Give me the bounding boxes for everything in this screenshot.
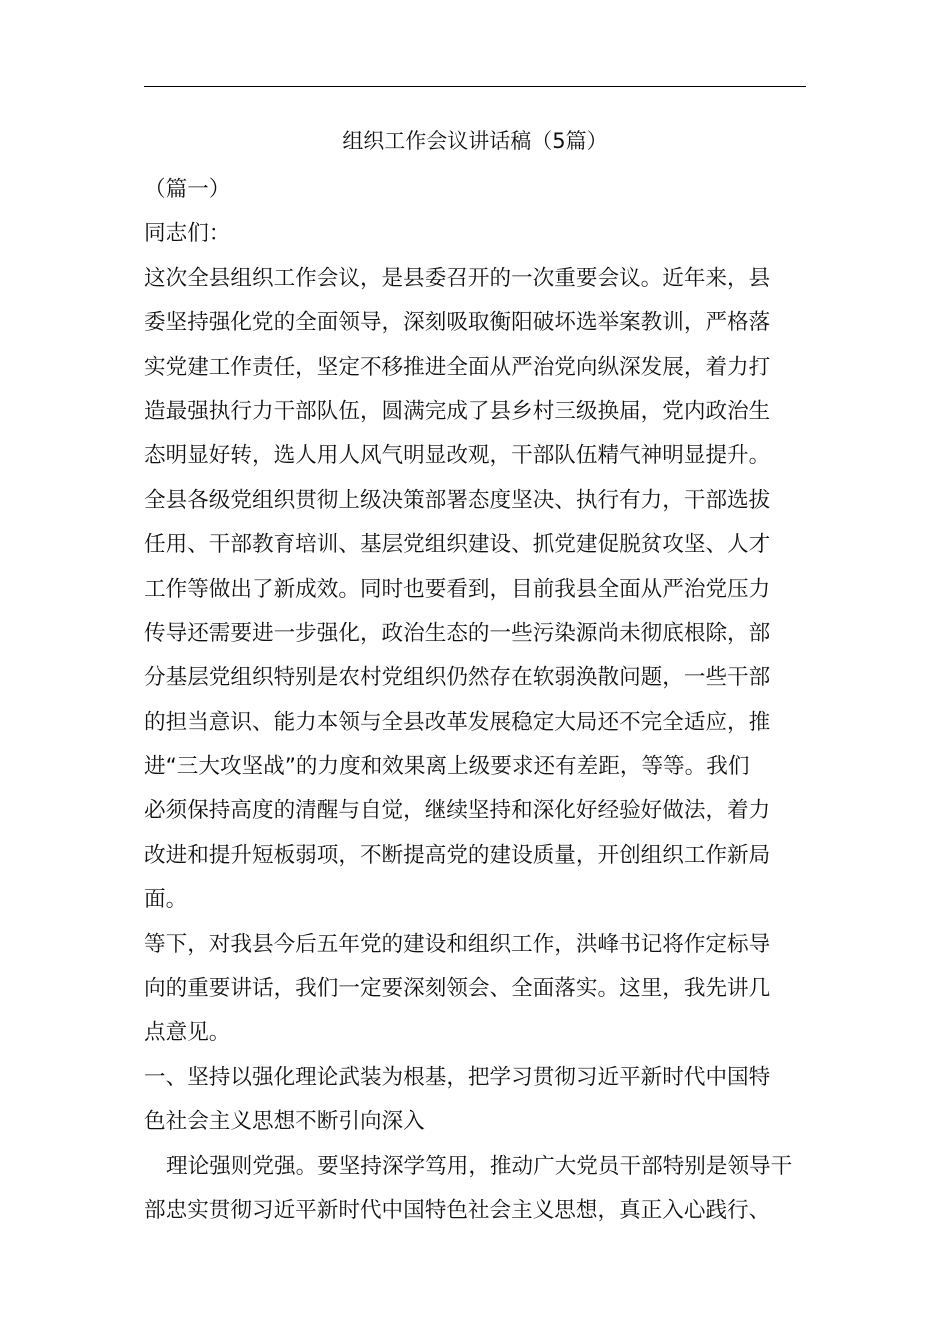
document-body bbox=[144, 168, 806, 1233]
document-title: 组织工作会议讲话稿（5篇） bbox=[342, 129, 608, 153]
salutation: 同志们： bbox=[144, 221, 231, 247]
text-line: 等下，对我县今后五年党的建设和组织工作，洪峰书记将作定标导 bbox=[144, 931, 771, 957]
paragraph-2 bbox=[144, 923, 806, 1056]
text-line: 全县各级党组织贯彻上级决策部署态度坚决、执行有力，干部选拔 bbox=[144, 487, 771, 513]
paragraph-1 bbox=[144, 257, 806, 923]
text-line: 这次全县组织工作会议，是县委召开的一次重要会议。近年来，县 bbox=[144, 265, 771, 291]
heading-line: 色社会主义思想不断引向深入 bbox=[144, 1109, 425, 1135]
paragraph-3 bbox=[144, 1145, 806, 1234]
text-line: 进“三大攻坚战”的力度和效果离上级要求还有差距，等等。我们 bbox=[144, 754, 750, 780]
text-line: 造最强执行力干部队伍，圆满完成了县乡村三级换届，党内政治生 bbox=[144, 398, 771, 424]
text-line: 面。 bbox=[144, 887, 188, 913]
text-line: 实党建工作责任，坚定不移推进全面从严治党向纵深发展，着力打 bbox=[144, 354, 771, 380]
text-line: 工作等做出了新成效。同时也要看到，目前我县全面从严治党压力 bbox=[144, 576, 771, 602]
heading-line: 一、坚持以强化理论武装为根基，把学习贯彻习近平新时代中国特 bbox=[144, 1064, 771, 1090]
text-line: 委坚持强化党的全面领导，深刻吸取衡阳破坏选举案教训，严格落 bbox=[144, 310, 771, 336]
text-line: 向的重要讲话，我们一定要深刻领会、全面落实。这里，我先讲几 bbox=[144, 976, 771, 1002]
text-line: 点意见。 bbox=[144, 1020, 231, 1046]
text-line: 部忠实贯彻习近平新时代中国特色社会主义思想，真正入心践行、 bbox=[144, 1197, 771, 1223]
section-heading-1 bbox=[144, 1056, 806, 1145]
text-line: 传导还需要进一步强化，政治生态的一些污染源尚未彻底根除，部 bbox=[144, 620, 771, 646]
text-line: 任用、干部教育培训、基层党组织建设、抓党建促脱贫攻坚、人才 bbox=[144, 532, 771, 558]
text-line: 分基层党组织特别是农村党组织仍然存在软弱涣散问题，一些干部 bbox=[144, 665, 771, 691]
header-rule bbox=[144, 86, 806, 87]
text-line: 必须保持高度的清醒与自觉，继续坚持和深化好经验好做法，着力 bbox=[144, 798, 771, 824]
text-line: 改进和提升短板弱项，不断提高党的建设质量，开创组织工作新局 bbox=[144, 842, 771, 868]
text-line: 理论强则党强。要坚持深学笃用，推动广大党员干部特别是领导干 bbox=[166, 1153, 793, 1179]
text-line: 的担当意识、能力本领与全县改革发展稳定大局还不完全适应，推 bbox=[144, 709, 771, 735]
section-label: （篇一） bbox=[144, 177, 231, 202]
text-line: 态明显好转，选人用人风气明显改观，干部队伍精气神明显提升。 bbox=[144, 443, 771, 469]
